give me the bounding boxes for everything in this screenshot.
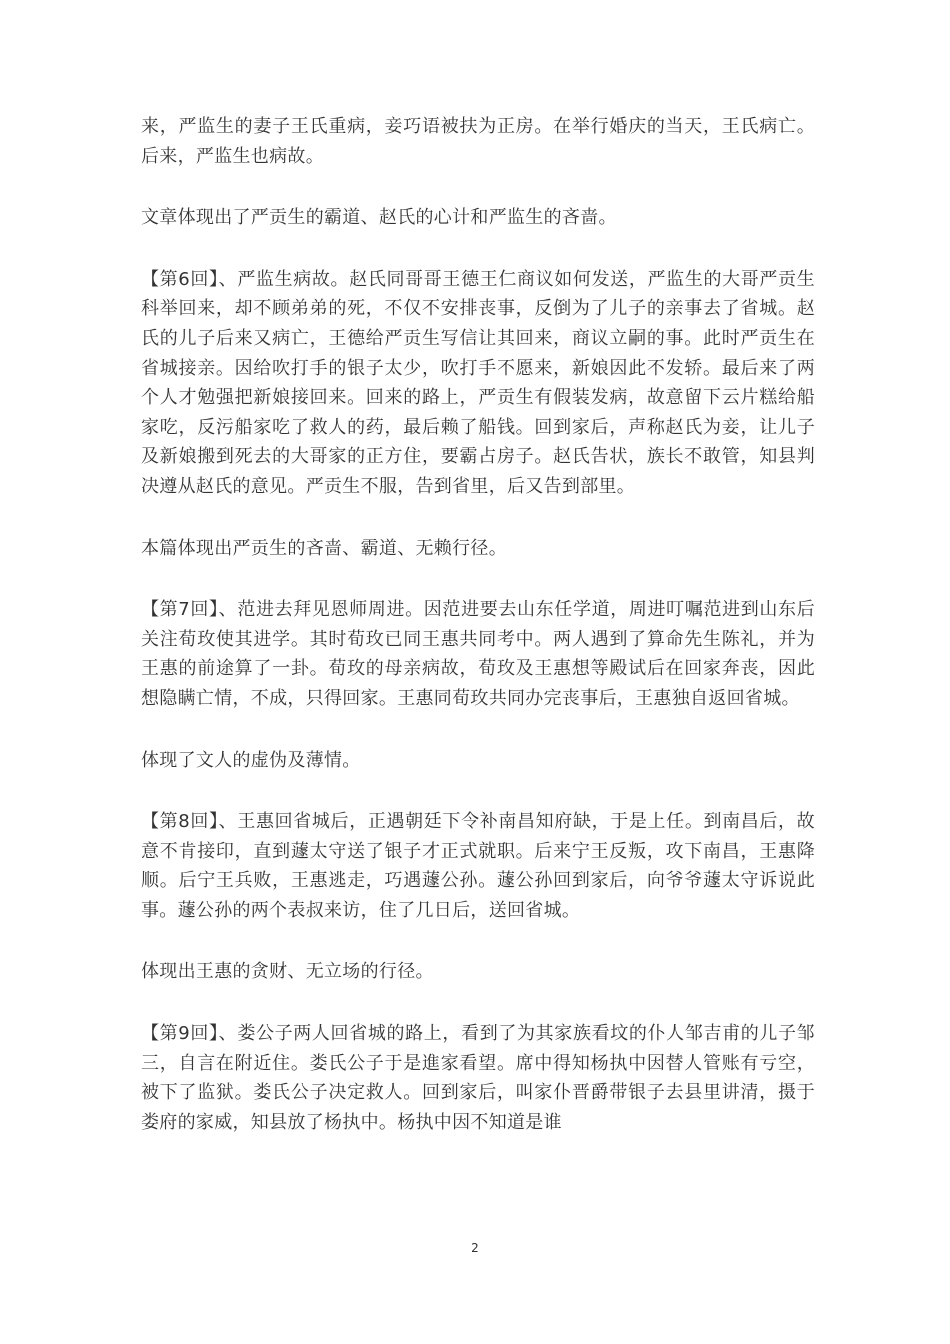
paragraph-6: 体现了文人的虚伪及薄情。 bbox=[141, 749, 361, 771]
paragraph-8: 体现出王惠的贪财、无立场的行径。 bbox=[141, 961, 434, 983]
paragraph-1: 来，严监生的妻子王氏重病，妾巧语被扶为正房。在举行婚庆的当天，王氏病亡。后来，严监生也病故。 bbox=[141, 116, 815, 167]
document-body bbox=[141, 112, 815, 1169]
paragraph-4: 本篇体现出严贡生的吝啬、霸道、无赖行径。 bbox=[141, 537, 507, 559]
paragraph-7: 【第8回】、王惠回省城后，正遇朝廷下令补南昌知府缺，于是上任。到南昌后，故意不肯接印，直到蘧太守送了银子才正式就职。后来宁王反叛，攻下南昌，王惠降顺。后宁王兵败，王惠逃走，巧遇蘧公孙。蘧公孙回到家后，向爷爷蘧太守诉说此事。蘧公孙的两个表叔来访，住了几日后，送回省城。 bbox=[141, 811, 815, 921]
paragraph-3: 【第6回】、严监生病故。赵氏同哥哥王德王仁商议如何发送，严监生的大哥严贡生科举回来，却不顾弟弟的死，不仅不安排丧事，反倒为了儿子的亲事去了省城。赵氏的儿子后来又病亡，王德给严贡生写信让其回来，商议立嗣的事。此时严贡生在省城接亲。因给吹打手的银子太少，吹打手不愿来，新娘因此不发轿。最后来了两个人才勉强把新娘接回来。回来的路上，严贡生有假装发病，故意留下云片糕给船家吃，反污船家吃了救人的药，最后赖了船钱。回到家后，声称赵氏为妾，让儿子及新娘搬到死去的大哥家的正方住，要霸占房子。赵氏告状，族长不敢管，知县判决遵从赵氏的意见。严贡生不服，告到省里，后又告到部里。 bbox=[141, 268, 815, 497]
page-number: 2 bbox=[471, 1241, 479, 1255]
paragraph-2: 文章体现出了严贡生的霸道、赵氏的心计和严监生的吝啬。 bbox=[141, 207, 617, 229]
paragraph-9: 【第9回】、娄公子两人回省城的路上，看到了为其家族看坟的仆人邹吉甫的儿子邹三，自言在附近住。娄氏公子于是進家看望。席中得知杨执中因替人管账有亏空，被下了监狱。娄氏公子决定救人。回到家后，叫家仆晋爵带银子去县里讲清，摄于娄府的家威，知县放了杨执中。杨执中因不知道是谁 bbox=[141, 1023, 815, 1133]
paragraph-5: 【第7回】、范进去拜见恩师周进。因范进要去山东任学道，周进叮嘱范进到山东后关注荀玫使其进学。其时荀玫已同王惠共同考中。两人遇到了算命先生陈礼，并为王惠的前途算了一卦。荀玫的母亲病故，荀玫及王惠想等殿试后在回家奔丧，因此想隐瞒亡情，不成，只得回家。王惠同荀玫共同办完丧事后，王惠独自返回省城。 bbox=[141, 599, 815, 709]
